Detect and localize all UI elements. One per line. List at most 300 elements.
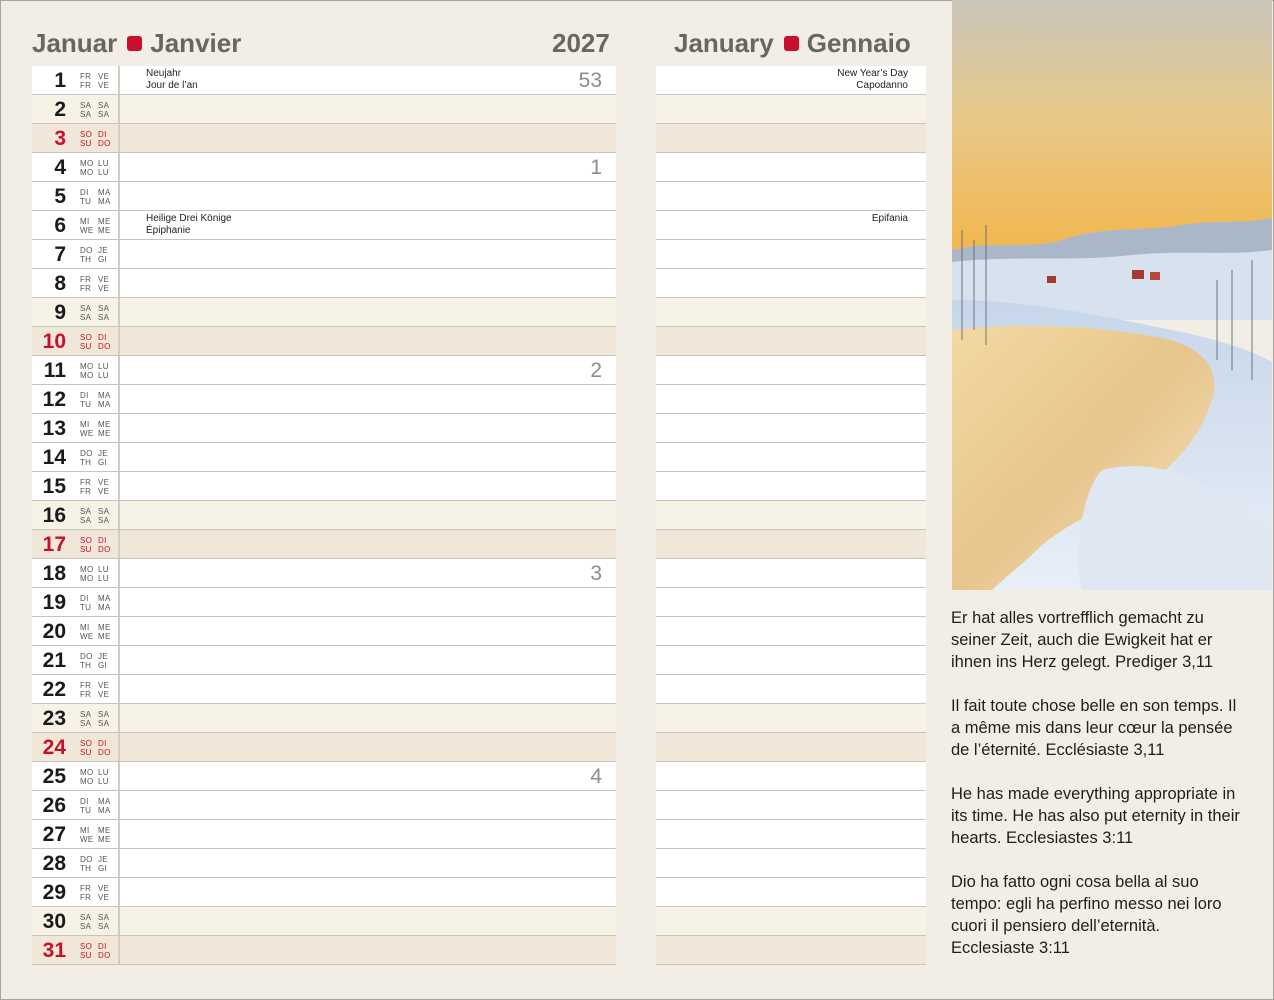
column-divider bbox=[118, 124, 120, 152]
weekday-line-de-fr bbox=[80, 652, 116, 661]
weekday-line-en-it bbox=[80, 516, 116, 525]
weekday-it: MA bbox=[98, 806, 111, 815]
column-divider bbox=[118, 385, 120, 413]
weekday-abbreviations bbox=[80, 275, 116, 293]
weekday-line-en-it bbox=[80, 864, 116, 873]
right-day-row-24[interactable] bbox=[656, 733, 926, 762]
weekday-en: SU bbox=[80, 342, 92, 351]
weekday-abbreviations bbox=[80, 826, 116, 844]
weekday-en: WE bbox=[80, 632, 94, 641]
column-divider bbox=[118, 327, 120, 355]
column-divider bbox=[118, 240, 120, 268]
weekday-line-de-fr bbox=[80, 826, 116, 835]
right-day-row-21[interactable] bbox=[656, 646, 926, 675]
weekday-fr: MA bbox=[98, 188, 111, 197]
weekday-it: ME bbox=[98, 632, 111, 641]
right-day-row-13[interactable] bbox=[656, 414, 926, 443]
weekday-abbreviations bbox=[80, 623, 116, 641]
weekday-fr: LU bbox=[98, 362, 109, 371]
weekday-abbreviations bbox=[80, 536, 116, 554]
weekday-line-de-fr bbox=[80, 391, 116, 400]
weekday-line-de-fr bbox=[80, 101, 116, 110]
day-row-8[interactable] bbox=[32, 269, 616, 298]
weekday-abbreviations bbox=[80, 449, 116, 467]
day-number: 15 bbox=[42, 475, 66, 498]
day-row-25[interactable] bbox=[32, 762, 616, 791]
day-number: 26 bbox=[42, 794, 66, 817]
weekday-en: SA bbox=[80, 313, 92, 322]
weekday-line-en-it bbox=[80, 922, 116, 931]
day-row-4[interactable] bbox=[32, 153, 616, 182]
day-number: 30 bbox=[42, 910, 66, 933]
day-row-14[interactable] bbox=[32, 443, 616, 472]
weekday-en: FR bbox=[80, 690, 92, 699]
weekday-line-en-it bbox=[80, 719, 116, 728]
weekday-line-de-fr bbox=[80, 797, 116, 806]
column-divider bbox=[118, 820, 120, 848]
weekday-de: SO bbox=[80, 942, 93, 951]
column-divider bbox=[118, 66, 120, 94]
day-row-17[interactable] bbox=[32, 530, 616, 559]
weekday-abbreviations bbox=[80, 507, 116, 525]
weekday-it: LU bbox=[98, 168, 109, 177]
weekday-line-en-it bbox=[80, 806, 116, 815]
weekday-it: DO bbox=[98, 545, 111, 554]
weekday-en: WE bbox=[80, 835, 94, 844]
column-divider bbox=[118, 211, 120, 239]
day-number: 13 bbox=[42, 417, 66, 440]
weekday-en: TH bbox=[80, 255, 92, 264]
day-row-26[interactable] bbox=[32, 791, 616, 820]
month-en: January bbox=[674, 28, 774, 58]
week-number: 3 bbox=[590, 562, 602, 585]
right-day-row-22[interactable] bbox=[656, 675, 926, 704]
month-it: Gennaio bbox=[806, 28, 911, 58]
weekday-line-de-fr bbox=[80, 420, 116, 429]
right-day-row-26[interactable] bbox=[656, 791, 926, 820]
weekday-it: SA bbox=[98, 719, 110, 728]
weekday-de: DI bbox=[80, 391, 89, 400]
weekday-line-en-it bbox=[80, 951, 116, 960]
right-day-row-16[interactable] bbox=[656, 501, 926, 530]
month-fr: Janvier bbox=[150, 28, 242, 58]
day-row-20[interactable] bbox=[32, 617, 616, 646]
weekday-en: MO bbox=[80, 371, 94, 380]
weekday-de: DI bbox=[80, 797, 89, 806]
weekday-de: SA bbox=[80, 913, 92, 922]
right-day-row-14[interactable] bbox=[656, 443, 926, 472]
day-row-2[interactable] bbox=[32, 95, 616, 124]
weekday-fr: DI bbox=[98, 739, 107, 748]
weekday-abbreviations bbox=[80, 188, 116, 206]
weekday-en: SA bbox=[80, 516, 92, 525]
weekday-fr: VE bbox=[98, 478, 110, 487]
day-row-1[interactable] bbox=[32, 66, 616, 95]
weekday-abbreviations bbox=[80, 710, 116, 728]
column-divider bbox=[118, 791, 120, 819]
weekday-line-de-fr bbox=[80, 536, 116, 545]
weekday-it: DO bbox=[98, 748, 111, 757]
weekday-line-en-it bbox=[80, 400, 116, 409]
weekday-line-en-it bbox=[80, 342, 116, 351]
right-day-row-23[interactable] bbox=[656, 704, 926, 733]
weekday-abbreviations bbox=[80, 565, 116, 583]
weekday-de: FR bbox=[80, 884, 92, 893]
column-divider bbox=[118, 356, 120, 384]
weekday-en: WE bbox=[80, 226, 94, 235]
weekday-fr: VE bbox=[98, 681, 110, 690]
weekday-line-en-it bbox=[80, 835, 116, 844]
day-row-7[interactable] bbox=[32, 240, 616, 269]
week-number: 4 bbox=[590, 765, 602, 788]
weekday-abbreviations bbox=[80, 130, 116, 148]
weekday-abbreviations bbox=[80, 942, 116, 960]
weekday-line-en-it bbox=[80, 110, 116, 119]
quote-it: Dio ha fatto ogni cosa bella al suo tempo: egli ha perfino messo nei loro cuori il pensiero dell’eternità. Ecclesiaste 3:11 bbox=[951, 873, 1222, 957]
column-divider bbox=[118, 472, 120, 500]
day-number: 19 bbox=[42, 591, 66, 614]
column-divider bbox=[118, 501, 120, 529]
right-day-row-20[interactable] bbox=[656, 617, 926, 646]
weekday-fr: ME bbox=[98, 217, 111, 226]
holiday-text: Capodanno bbox=[856, 80, 908, 91]
weekday-fr: DI bbox=[98, 333, 107, 342]
column-divider bbox=[118, 733, 120, 761]
weekday-en: TH bbox=[80, 661, 92, 670]
weekday-line-de-fr bbox=[80, 130, 116, 139]
right-day-row-18[interactable] bbox=[656, 559, 926, 588]
weekday-abbreviations bbox=[80, 594, 116, 612]
weekday-line-de-fr bbox=[80, 304, 116, 313]
day-number: 27 bbox=[42, 823, 66, 846]
weekday-fr: VE bbox=[98, 72, 110, 81]
right-day-row-28[interactable] bbox=[656, 849, 926, 878]
weekday-fr: MA bbox=[98, 391, 111, 400]
day-row-24[interactable] bbox=[32, 733, 616, 762]
column-divider bbox=[118, 414, 120, 442]
weekday-en: TU bbox=[80, 197, 92, 206]
weekday-de: DO bbox=[80, 246, 93, 255]
weekday-line-de-fr bbox=[80, 217, 116, 226]
weekday-it: SA bbox=[98, 516, 110, 525]
right-day-row-4[interactable] bbox=[656, 153, 926, 182]
day-number: 18 bbox=[42, 562, 66, 585]
day-number: 5 bbox=[54, 185, 66, 208]
weekday-en: SU bbox=[80, 545, 92, 554]
month-de: Januar bbox=[32, 28, 118, 58]
weekday-fr: JE bbox=[98, 855, 108, 864]
day-number: 28 bbox=[42, 852, 66, 875]
winter-river-landscape-icon bbox=[952, 0, 1272, 590]
right-day-row-27[interactable] bbox=[656, 820, 926, 849]
weekday-line-de-fr bbox=[80, 333, 116, 342]
right-day-row-30[interactable] bbox=[656, 907, 926, 936]
red-square-icon bbox=[127, 36, 142, 51]
weekday-it: ME bbox=[98, 429, 111, 438]
column-divider bbox=[118, 849, 120, 877]
weekday-abbreviations bbox=[80, 797, 116, 815]
day-number: 9 bbox=[54, 301, 66, 324]
day-number: 4 bbox=[54, 156, 66, 179]
weekday-it: ME bbox=[98, 835, 111, 844]
weekday-line-en-it bbox=[80, 603, 116, 612]
weekday-abbreviations bbox=[80, 681, 116, 699]
weekday-fr: ME bbox=[98, 420, 111, 429]
holiday-label-right bbox=[837, 68, 908, 92]
day-row-21[interactable] bbox=[32, 646, 616, 675]
weekday-it: MA bbox=[98, 197, 111, 206]
weekday-line-de-fr bbox=[80, 246, 116, 255]
weekday-fr: LU bbox=[98, 768, 109, 777]
day-number: 2 bbox=[54, 98, 66, 121]
quote-fr: Il fait toute chose belle en son temps. Il a même mis dans leur cœur la pensée de l’éternité. Ecclésiaste 3,11 bbox=[951, 697, 1237, 759]
day-row-19[interactable] bbox=[32, 588, 616, 617]
day-number: 24 bbox=[42, 736, 66, 759]
weekday-abbreviations bbox=[80, 246, 116, 264]
weekday-en: MO bbox=[80, 168, 94, 177]
right-day-row-12[interactable] bbox=[656, 385, 926, 414]
weekday-fr: VE bbox=[98, 275, 110, 284]
weekday-en: TH bbox=[80, 864, 92, 873]
day-number: 10 bbox=[42, 330, 66, 353]
right-day-row-11[interactable] bbox=[656, 356, 926, 385]
weekday-fr: SA bbox=[98, 304, 110, 313]
red-square-icon bbox=[784, 36, 799, 51]
weekday-de: SA bbox=[80, 710, 92, 719]
weekday-en: FR bbox=[80, 81, 92, 90]
day-row-11[interactable] bbox=[32, 356, 616, 385]
column-divider bbox=[118, 646, 120, 674]
weekday-en: TH bbox=[80, 458, 92, 467]
weekday-abbreviations bbox=[80, 304, 116, 322]
weekday-line-de-fr bbox=[80, 710, 116, 719]
weekday-it: VE bbox=[98, 690, 110, 699]
weekday-en: WE bbox=[80, 429, 94, 438]
weekday-en: MO bbox=[80, 574, 94, 583]
right-day-row-25[interactable] bbox=[656, 762, 926, 791]
weekday-line-de-fr bbox=[80, 768, 116, 777]
weekday-en: FR bbox=[80, 284, 92, 293]
holiday-label bbox=[146, 213, 232, 237]
day-row-28[interactable] bbox=[32, 849, 616, 878]
holiday-text: New Year’s Day bbox=[837, 68, 908, 79]
weekday-de: SO bbox=[80, 739, 93, 748]
weekday-it: SA bbox=[98, 922, 110, 931]
weekday-de: DO bbox=[80, 449, 93, 458]
weekday-abbreviations bbox=[80, 739, 116, 757]
weekday-it: ME bbox=[98, 226, 111, 235]
day-row-23[interactable] bbox=[32, 704, 616, 733]
weekday-de: DI bbox=[80, 594, 89, 603]
weekday-en: SU bbox=[80, 748, 92, 757]
week-number: 1 bbox=[590, 156, 602, 179]
weekday-line-en-it bbox=[80, 893, 116, 902]
day-row-29[interactable] bbox=[32, 878, 616, 907]
day-row-5[interactable] bbox=[32, 182, 616, 211]
right-day-row-17[interactable] bbox=[656, 530, 926, 559]
weekday-fr: SA bbox=[98, 101, 110, 110]
weekday-it: MA bbox=[98, 603, 111, 612]
weekday-line-en-it bbox=[80, 574, 116, 583]
right-day-row-15[interactable] bbox=[656, 472, 926, 501]
day-row-22[interactable] bbox=[32, 675, 616, 704]
day-number: 6 bbox=[54, 214, 66, 237]
header-right-months bbox=[674, 26, 911, 60]
weekday-line-de-fr bbox=[80, 884, 116, 893]
day-number: 17 bbox=[42, 533, 66, 556]
day-number: 14 bbox=[42, 446, 66, 469]
weekday-abbreviations bbox=[80, 652, 116, 670]
holiday-text: Epifania bbox=[871, 213, 908, 224]
weekday-de: FR bbox=[80, 681, 92, 690]
day-row-6[interactable] bbox=[32, 211, 616, 240]
column-divider bbox=[118, 530, 120, 558]
weekday-line-en-it bbox=[80, 284, 116, 293]
weekday-en: FR bbox=[80, 487, 92, 496]
weekday-fr: LU bbox=[98, 565, 109, 574]
weekday-it: GI bbox=[98, 458, 108, 467]
column-divider bbox=[118, 936, 120, 964]
day-row-12[interactable] bbox=[32, 385, 616, 414]
holiday-text: Épiphanie bbox=[146, 225, 191, 236]
weekday-abbreviations bbox=[80, 362, 116, 380]
weekday-de: DO bbox=[80, 652, 93, 661]
right-day-row-5[interactable] bbox=[656, 182, 926, 211]
weekday-fr: MA bbox=[98, 594, 111, 603]
right-day-row-19[interactable] bbox=[656, 588, 926, 617]
day-number: 31 bbox=[42, 939, 66, 962]
right-day-row-31[interactable] bbox=[656, 936, 926, 965]
holiday-label bbox=[146, 68, 198, 92]
weekday-de: SA bbox=[80, 304, 92, 313]
weekday-line-de-fr bbox=[80, 362, 116, 371]
weekday-de: MI bbox=[80, 217, 90, 226]
weekday-abbreviations bbox=[80, 420, 116, 438]
right-day-row-8[interactable] bbox=[656, 269, 926, 298]
quote-en: He has made everything appropriate in its time. He has also put eternity in their hearts. Ecclesiastes 3:11 bbox=[951, 785, 1240, 847]
day-number: 21 bbox=[42, 649, 66, 672]
day-row-13[interactable] bbox=[32, 414, 616, 443]
header-left-months bbox=[32, 26, 241, 60]
year-label: 2027 bbox=[552, 28, 610, 58]
weekday-abbreviations bbox=[80, 913, 116, 931]
right-day-row-10[interactable] bbox=[656, 327, 926, 356]
weekday-line-en-it bbox=[80, 313, 116, 322]
right-day-row-9[interactable] bbox=[656, 298, 926, 327]
right-day-row-6[interactable] bbox=[656, 211, 926, 240]
weekday-it: VE bbox=[98, 893, 110, 902]
right-day-row-3[interactable] bbox=[656, 124, 926, 153]
weekday-en: SU bbox=[80, 139, 92, 148]
weekday-fr: JE bbox=[98, 246, 108, 255]
weekday-line-de-fr bbox=[80, 507, 116, 516]
day-row-9[interactable] bbox=[32, 298, 616, 327]
weekday-fr: VE bbox=[98, 884, 110, 893]
weekday-line-de-fr bbox=[80, 565, 116, 574]
weekday-en: MO bbox=[80, 777, 94, 786]
right-day-row-2[interactable] bbox=[656, 95, 926, 124]
right-day-row-7[interactable] bbox=[656, 240, 926, 269]
weekday-fr: LU bbox=[98, 159, 109, 168]
weekday-de: MI bbox=[80, 623, 90, 632]
day-row-10[interactable] bbox=[32, 327, 616, 356]
column-divider bbox=[118, 762, 120, 790]
weekday-line-en-it bbox=[80, 545, 116, 554]
column-divider bbox=[118, 617, 120, 645]
weekday-abbreviations bbox=[80, 768, 116, 786]
weekday-line-en-it bbox=[80, 255, 116, 264]
day-row-30[interactable] bbox=[32, 907, 616, 936]
weekday-de: MO bbox=[80, 159, 94, 168]
right-day-row-1[interactable] bbox=[656, 66, 926, 95]
day-row-15[interactable] bbox=[32, 472, 616, 501]
weekday-fr: DI bbox=[98, 536, 107, 545]
column-divider bbox=[118, 588, 120, 616]
weekday-it: LU bbox=[98, 371, 109, 380]
left-calendar-grid bbox=[32, 66, 616, 965]
weekday-line-en-it bbox=[80, 690, 116, 699]
holiday-text: Jour de l’an bbox=[146, 80, 198, 91]
weekday-it: DO bbox=[98, 342, 111, 351]
day-row-16[interactable] bbox=[32, 501, 616, 530]
weekday-it: GI bbox=[98, 661, 108, 670]
weekday-fr: ME bbox=[98, 623, 111, 632]
weekday-line-en-it bbox=[80, 487, 116, 496]
day-row-27[interactable] bbox=[32, 820, 616, 849]
weekday-abbreviations bbox=[80, 72, 116, 90]
weekday-it: VE bbox=[98, 81, 110, 90]
weekday-line-en-it bbox=[80, 371, 116, 380]
weekday-line-de-fr bbox=[80, 72, 116, 81]
day-number: 25 bbox=[42, 765, 66, 788]
weekday-line-en-it bbox=[80, 458, 116, 467]
day-row-3[interactable] bbox=[32, 124, 616, 153]
weekday-line-en-it bbox=[80, 226, 116, 235]
weekday-line-en-it bbox=[80, 168, 116, 177]
column-divider bbox=[118, 153, 120, 181]
weekday-line-en-it bbox=[80, 748, 116, 757]
weekday-fr: JE bbox=[98, 652, 108, 661]
weekday-it: GI bbox=[98, 255, 108, 264]
day-row-31[interactable] bbox=[32, 936, 616, 965]
weekday-line-de-fr bbox=[80, 188, 116, 197]
weekday-it: LU bbox=[98, 777, 109, 786]
weekday-de: SO bbox=[80, 333, 93, 342]
weekday-line-en-it bbox=[80, 661, 116, 670]
weekday-de: SO bbox=[80, 130, 93, 139]
right-day-row-29[interactable] bbox=[656, 878, 926, 907]
weekday-it: LU bbox=[98, 574, 109, 583]
weekday-abbreviations bbox=[80, 159, 116, 177]
weekday-line-de-fr bbox=[80, 681, 116, 690]
weekday-fr: SA bbox=[98, 507, 110, 516]
weekday-line-en-it bbox=[80, 429, 116, 438]
day-row-18[interactable] bbox=[32, 559, 616, 588]
weekday-line-de-fr bbox=[80, 855, 116, 864]
column-divider bbox=[118, 269, 120, 297]
day-number: 7 bbox=[54, 243, 66, 266]
weekday-line-en-it bbox=[80, 632, 116, 641]
weekday-en: TU bbox=[80, 603, 92, 612]
quote-de: Er hat alles vortrefflich gemacht zu seiner Zeit, auch die Ewigkeit hat er ihnen ins Herz gelegt. Prediger 3,11 bbox=[951, 609, 1214, 671]
weekday-en: TU bbox=[80, 806, 92, 815]
weekday-line-en-it bbox=[80, 197, 116, 206]
weekday-fr: MA bbox=[98, 797, 111, 806]
weekday-de: FR bbox=[80, 72, 92, 81]
column-divider bbox=[118, 878, 120, 906]
weekday-de: SA bbox=[80, 101, 92, 110]
day-number: 16 bbox=[42, 504, 66, 527]
